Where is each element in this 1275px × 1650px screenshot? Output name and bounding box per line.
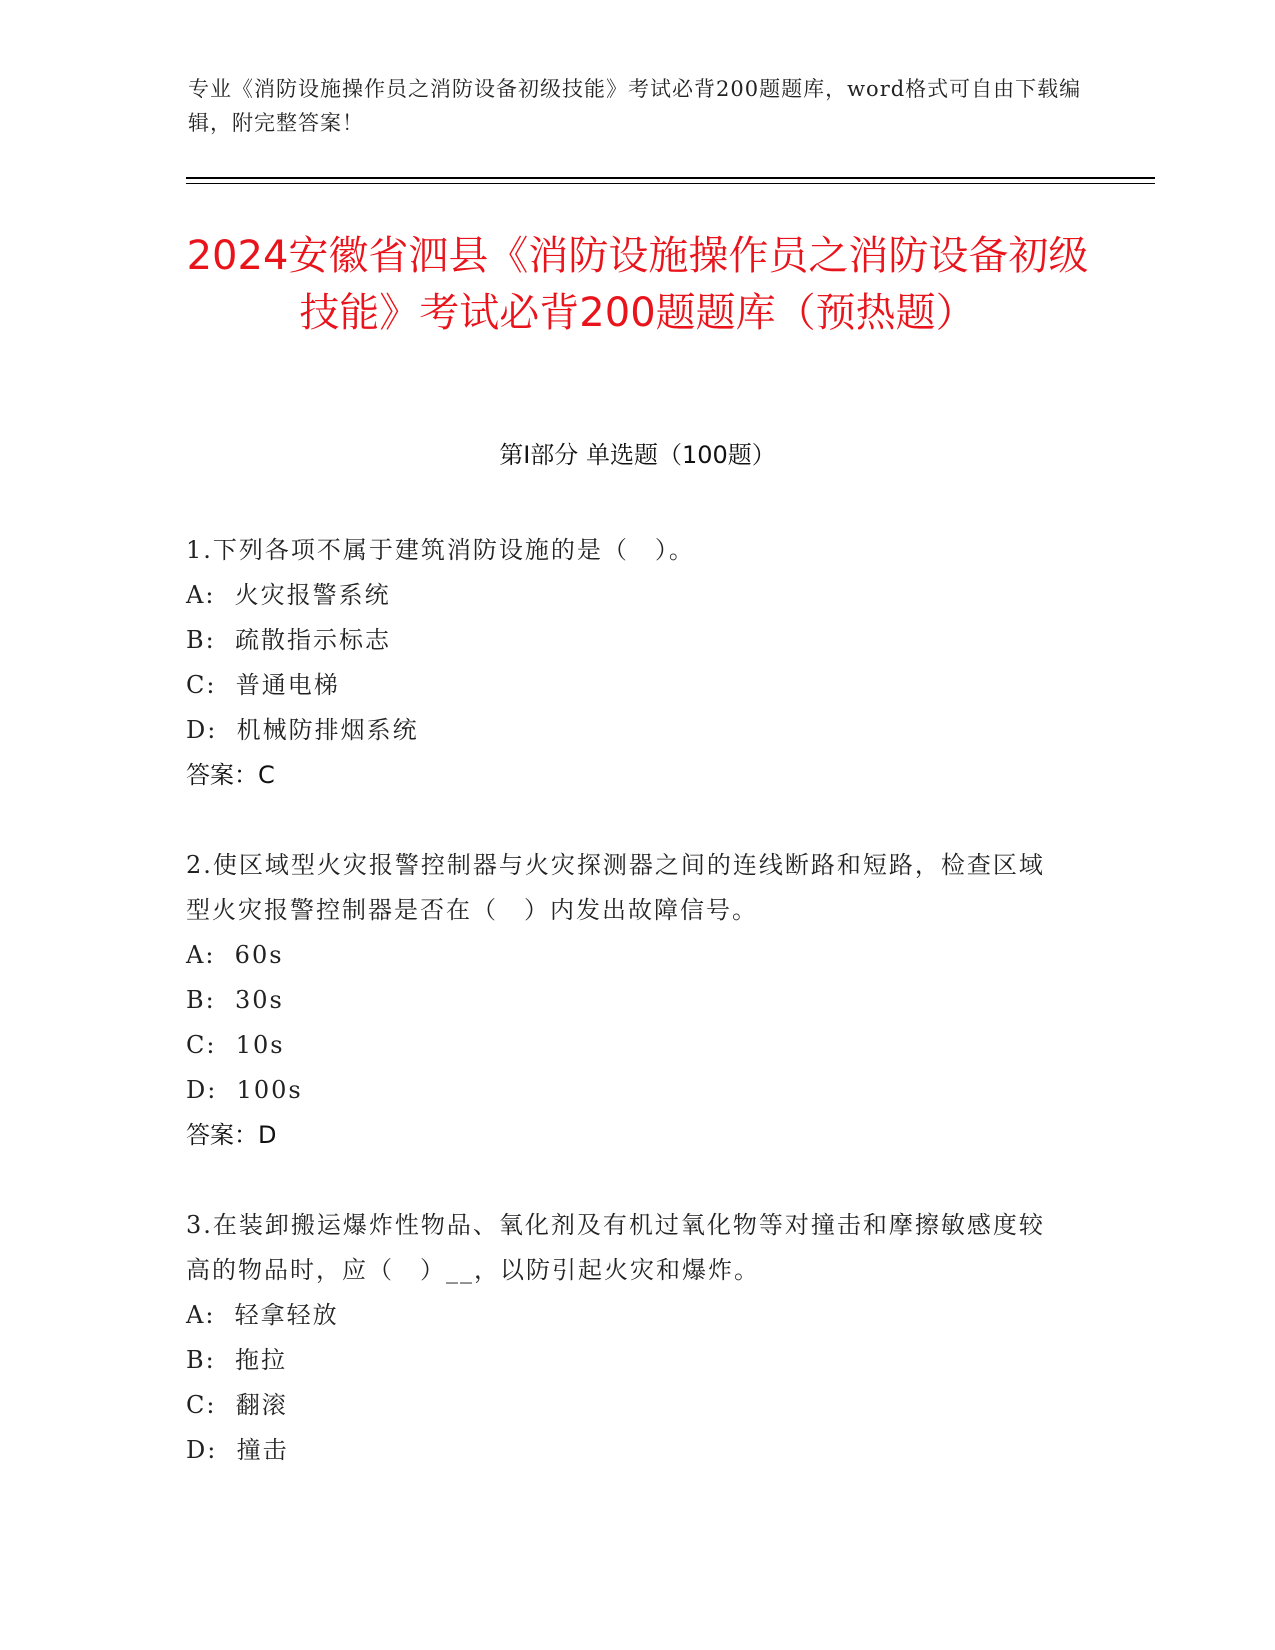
question-3: [186, 1203, 1066, 1473]
question-stem: 1.下列各项不属于建筑消防设施的是（ ）。: [186, 536, 695, 564]
header-divider-thick: [186, 177, 1155, 179]
option-d: D: 撞击: [186, 1436, 289, 1464]
option-a: A: 轻拿轻放: [186, 1301, 339, 1329]
option-b: B: 30s: [186, 986, 284, 1014]
question-stem: 3.在装卸搬运爆炸性物品、氧化剂及有机过氧化物等对撞击和摩擦敏感度较高的物品时，应（ ）__，以防引起火灾和爆炸。: [186, 1211, 1045, 1284]
option-a: A: 60s: [186, 941, 284, 969]
option-b: B: 拖拉: [186, 1346, 287, 1374]
question-2: [186, 843, 1066, 1158]
document-header-note: 专业《消防设施操作员之消防设备初级技能》考试必背200题题库，word格式可自由下载编辑，附完整答案！: [188, 77, 1082, 135]
option-d: D: 机械防排烟系统: [186, 716, 419, 744]
option-c: C: 10s: [186, 1031, 285, 1059]
option-c: C: 翻滚: [186, 1391, 288, 1419]
question-stem: 2.使区域型火灾报警控制器与火灾探测器之间的连线断路和短路，检查区域型火灾报警控制器是否在（ ）内发出故障信号。: [186, 851, 1045, 924]
answer: 答案：C: [186, 761, 275, 789]
option-a: A: 火灾报警系统: [186, 581, 391, 609]
header-divider-thin: [186, 183, 1155, 184]
question-1: [186, 528, 1066, 798]
answer: 答案：D: [186, 1121, 277, 1149]
option-c: C: 普通电梯: [186, 671, 340, 699]
option-d: D: 100s: [186, 1076, 303, 1104]
option-b: B: 疏散指示标志: [186, 626, 391, 654]
section-title: 第I部分 单选题（100题）: [499, 441, 776, 469]
document-title: 2024安徽省泗县《消防设施操作员之消防设备初级技能》考试必背200题题库（预热题）: [186, 233, 1089, 336]
question-list: [186, 528, 1066, 1518]
